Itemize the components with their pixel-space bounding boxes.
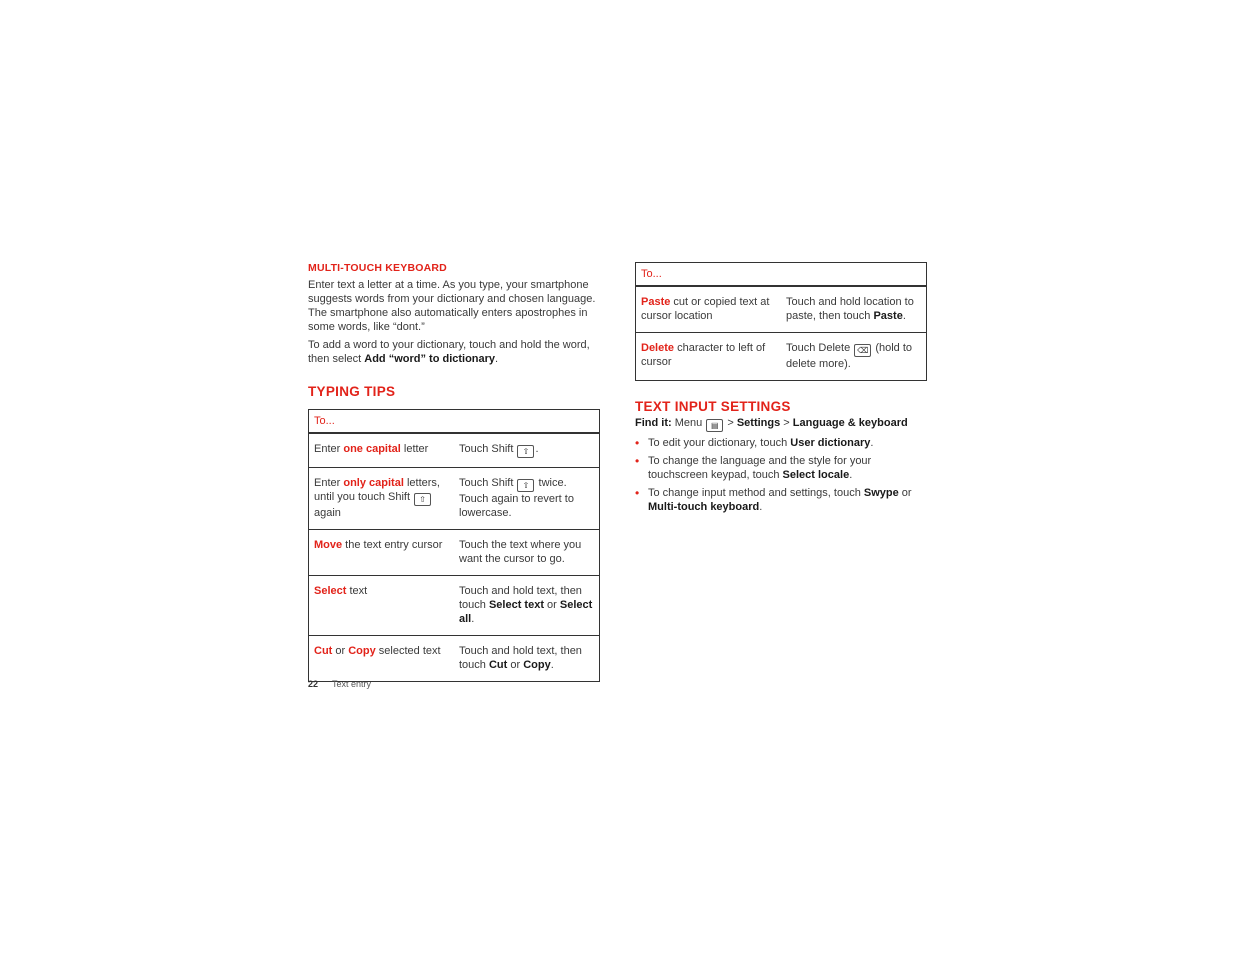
table-row xyxy=(309,530,600,576)
item-bold: Swype xyxy=(863,487,899,499)
list-item xyxy=(635,436,927,450)
table-cell-instruction xyxy=(454,433,600,468)
cell-bold: Select text xyxy=(488,599,544,611)
cell-text: or xyxy=(507,659,524,671)
item-text: . xyxy=(849,469,853,481)
cell-text: . xyxy=(902,310,906,322)
cell-text: . xyxy=(535,443,539,455)
settings-label: Settings xyxy=(736,417,781,429)
cell-text: letters, until you touch Shift xyxy=(314,477,440,503)
cell-text: character to left of cursor xyxy=(641,342,766,368)
cell-text: . xyxy=(550,659,554,671)
cell-text: Touch Delete xyxy=(786,342,854,354)
table-cell-action xyxy=(309,433,455,468)
table-cell-instruction xyxy=(454,576,600,636)
shift-key-icon: ⇧ xyxy=(517,445,534,458)
cell-text: Touch Shift xyxy=(459,443,517,455)
section-name: Text entry xyxy=(332,679,372,689)
path-separator: > xyxy=(724,417,737,429)
table-cell-action xyxy=(309,576,455,636)
table-header: To... xyxy=(314,415,335,427)
table-row xyxy=(636,286,927,333)
table-cell-action xyxy=(309,636,455,682)
right-column xyxy=(635,262,927,518)
table-header: To... xyxy=(641,268,662,280)
menu-text: Menu xyxy=(671,417,706,429)
text-input-settings-title: TEXT INPUT SETTINGS xyxy=(635,399,791,414)
table-cell-action xyxy=(309,468,455,530)
cell-text: again xyxy=(314,507,341,519)
table-row xyxy=(309,636,600,682)
cell-text: twice. Touch again to revert to lowercase. xyxy=(459,477,574,519)
cell-text: (hold to delete more). xyxy=(786,342,913,370)
table-cell-action xyxy=(636,286,782,333)
item-text: . xyxy=(759,501,763,513)
table-cell-instruction xyxy=(781,333,927,381)
delete-key-icon: ⌫ xyxy=(854,344,871,357)
cell-keyword: Paste xyxy=(641,296,671,308)
cell-text: Enter xyxy=(314,443,344,455)
item-bold: User dictionary xyxy=(790,437,871,449)
text-edit-table xyxy=(635,262,927,381)
item-text: or xyxy=(898,487,912,499)
left-column xyxy=(308,262,600,682)
item-text: To change the language and the style for your touchscreen keypad, touch xyxy=(648,455,872,481)
table-row xyxy=(309,433,600,468)
cell-keyword: Delete xyxy=(641,342,675,354)
table-cell-action xyxy=(309,530,455,576)
table-header-row xyxy=(636,263,927,287)
menu-key-icon: ▤ xyxy=(706,419,723,432)
cell-text: cut or copied text at cursor location xyxy=(641,296,770,322)
cell-text: letter xyxy=(400,443,429,455)
cell-bold: Paste xyxy=(873,310,903,322)
item-text: . xyxy=(870,437,874,449)
para2-end: . xyxy=(495,353,499,365)
cell-keyword: only capital xyxy=(343,477,404,489)
item-text: To edit your dictionary, touch xyxy=(648,437,791,449)
list-item xyxy=(635,486,927,514)
cell-keyword: Copy xyxy=(348,645,376,657)
multitouch-keyboard-title: MULTI-TOUCH KEYBOARD xyxy=(308,262,447,274)
table-cell-instruction xyxy=(454,468,600,530)
cell-keyword: Move xyxy=(314,539,343,551)
cell-bold: Copy xyxy=(523,659,551,671)
typing-tips-table xyxy=(308,409,600,682)
shift-key-icon: ⇧ xyxy=(414,493,431,506)
cell-keyword: Select xyxy=(314,585,347,597)
cell-text: Touch and hold location to paste, then touch xyxy=(786,296,914,322)
cell-keyword: one capital xyxy=(343,443,401,455)
shift-key-icon: ⇧ xyxy=(517,479,534,492)
typing-tips-title: TYPING TIPS xyxy=(308,384,396,399)
list-item xyxy=(635,454,927,482)
page-number: 22 xyxy=(308,679,319,689)
item-text: To change input method and settings, touch xyxy=(648,487,864,499)
add-word-to-dictionary-label: Add “word” to dictionary xyxy=(364,353,496,365)
cell-bold: Cut xyxy=(488,659,508,671)
cell-text: selected text xyxy=(375,645,441,657)
find-it-label: Find it: xyxy=(635,417,672,429)
table-cell-instruction xyxy=(454,636,600,682)
page-footer xyxy=(308,677,371,691)
cell-text: Touch Shift xyxy=(459,477,517,489)
path-separator: > xyxy=(780,417,793,429)
cell-text: or xyxy=(544,599,560,611)
find-it-path xyxy=(635,416,927,432)
para2-text: To add a word to your dictionary, touch and hold the word, then select xyxy=(308,339,590,365)
table-row xyxy=(636,333,927,381)
table-header-row xyxy=(309,410,600,434)
item-bold: Multi-touch keyboard xyxy=(648,501,760,513)
language-keyboard-label: Language & keyboard xyxy=(792,417,908,429)
settings-bullet-list xyxy=(635,436,927,514)
table-cell-instruction: Touch the text where you want the cursor to go. xyxy=(454,530,600,576)
item-bold: Select locale xyxy=(782,469,850,481)
cell-text: the text entry cursor xyxy=(342,539,443,551)
multitouch-paragraph-1: Enter text a letter at a time. As you type, your smartphone suggests words from your dictionary and chosen language. The smartphone also automatically enters apostrophes in some words, like “dont.” xyxy=(308,279,596,333)
table-row xyxy=(309,468,600,530)
cell-text: Enter xyxy=(314,477,344,489)
cell-text: Touch and hold text, then touch xyxy=(459,645,582,671)
cell-text: Touch and hold text, then touch xyxy=(459,585,582,611)
cell-text: . xyxy=(471,613,475,625)
table-cell-instruction xyxy=(781,286,927,333)
table-cell-action xyxy=(636,333,782,381)
cell-text: text xyxy=(346,585,368,597)
cell-text: or xyxy=(332,645,349,657)
cell-keyword: Cut xyxy=(314,645,333,657)
table-row xyxy=(309,576,600,636)
multitouch-paragraph-2 xyxy=(308,338,600,366)
cell-bold: Select all xyxy=(459,599,593,625)
